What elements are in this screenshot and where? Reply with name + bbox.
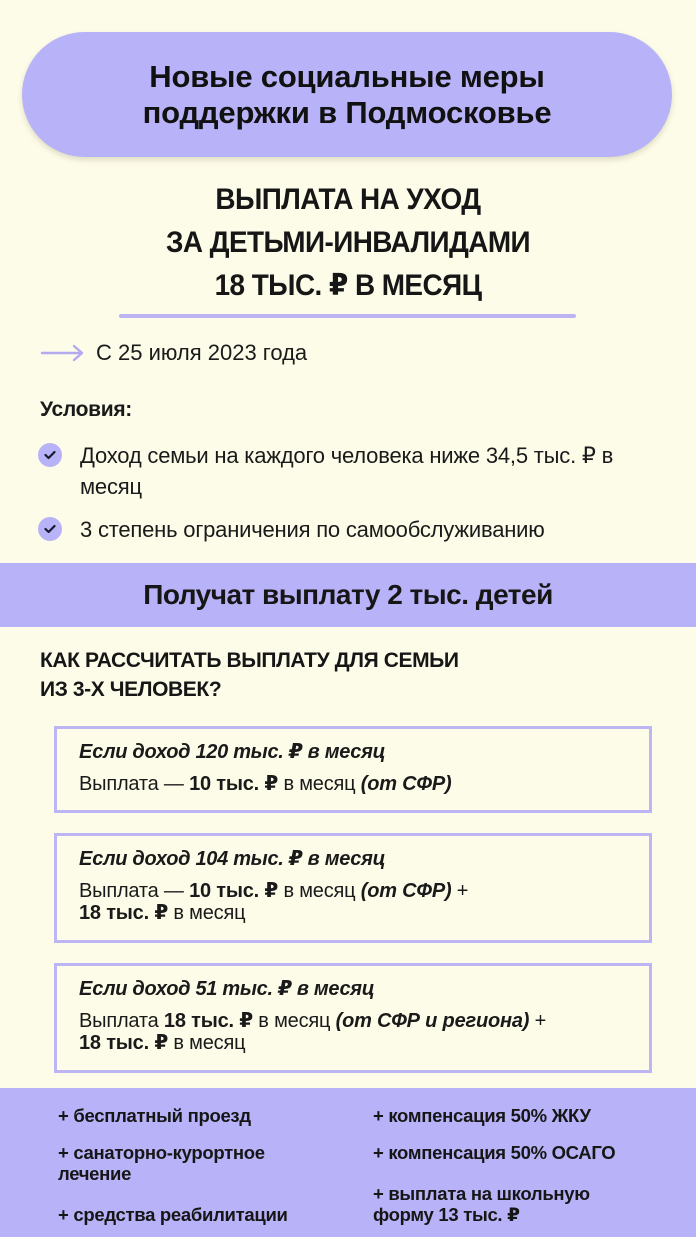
payout-extra-suffix: в месяц — [168, 902, 246, 924]
condition-text: 3 степень ограничения по самообслуживанию — [80, 517, 545, 542]
headline-line-3: 18 ТЫС. ₽ В МЕСЯЦ — [214, 269, 482, 302]
card-payout — [79, 1010, 649, 1054]
calculation-card — [54, 963, 652, 1073]
payout-prefix: Выплата — — [79, 773, 190, 795]
payout-source: (от СФР) — [360, 880, 452, 902]
payout-source: (от СФР) — [360, 773, 452, 795]
calculation-title-line-2: ИЗ 3-Х ЧЕЛОВЕК? — [40, 678, 222, 701]
calculation-card — [54, 726, 652, 813]
arrow-right-icon — [40, 343, 86, 363]
payout-extra-suffix: в месяц — [168, 1032, 246, 1054]
payout-extra-prefix: + — [529, 1010, 547, 1032]
condition-text: Доход семьи на каждого человека ниже 34,5 тыс. ₽ в месяц — [80, 443, 614, 499]
start-date-text: С 25 июля 2023 года — [96, 340, 308, 365]
condition-item — [38, 514, 670, 545]
headline-line-1: ВЫПЛАТА НА УХОД — [215, 183, 481, 216]
payout-prefix: Выплата — [79, 1010, 164, 1032]
title-line-1: Новые социальные меры — [149, 58, 545, 94]
benefit-item: + компенсация 50% ОСАГО — [373, 1142, 616, 1163]
card-condition: Если доход 120 тыс. ₽ в месяц — [79, 741, 386, 763]
card-condition: Если доход 51 тыс. ₽ в месяц — [79, 978, 375, 1000]
payout-amount: 18 тыс. ₽ — [163, 1010, 253, 1032]
benefit-item: + санаторно-курортное лечение — [58, 1142, 265, 1184]
conditions-label: Условия: — [40, 398, 132, 421]
calculation-title — [40, 646, 459, 704]
headline-underline — [119, 314, 576, 318]
recipients-band — [0, 563, 696, 627]
title-banner — [22, 32, 672, 157]
title-line-2: поддержки в Подмосковье — [142, 94, 552, 130]
benefit-item: + бесплатный проезд — [58, 1105, 251, 1126]
payout-extra-amount: 18 тыс. ₽ — [79, 902, 169, 924]
benefit-item: + компенсация 50% ЖКУ — [373, 1105, 591, 1126]
card-payout — [79, 773, 649, 795]
calculation-card — [54, 833, 652, 943]
headline — [24, 178, 671, 307]
payout-amount: 10 тыс. ₽ — [189, 773, 279, 795]
benefit-item: + средства реабилитации — [58, 1204, 288, 1225]
start-date-row — [40, 340, 307, 366]
payout-amount: 10 тыс. ₽ — [189, 880, 279, 902]
benefit-item: + выплата на школьную форму 13 тыс. ₽ — [373, 1183, 590, 1225]
payout-mid: в месяц — [252, 1010, 336, 1032]
headline-line-2: ЗА ДЕТЬМИ-ИНВАЛИДАМИ — [165, 226, 531, 259]
payout-extra-amount: 18 тыс. ₽ — [79, 1032, 169, 1054]
payout-mid: в месяц — [278, 773, 361, 795]
check-circle-icon — [38, 443, 62, 467]
calculation-title-line-1: КАК РАССЧИТАТЬ ВЫПЛАТУ ДЛЯ СЕМЬИ — [40, 649, 459, 672]
card-condition: Если доход 104 тыс. ₽ в месяц — [79, 848, 386, 870]
payout-mid: в месяц — [278, 880, 361, 902]
payout-extra-prefix: + — [451, 880, 469, 902]
check-circle-icon — [38, 517, 62, 541]
page-title — [143, 59, 552, 131]
payout-source: (от СФР и региона) — [335, 1010, 530, 1032]
card-payout — [79, 880, 649, 924]
condition-item — [38, 440, 660, 502]
recipients-text: Получат выплату 2 тыс. детей — [143, 579, 553, 610]
payout-prefix: Выплата — — [79, 880, 190, 902]
additional-benefits — [0, 1088, 696, 1237]
